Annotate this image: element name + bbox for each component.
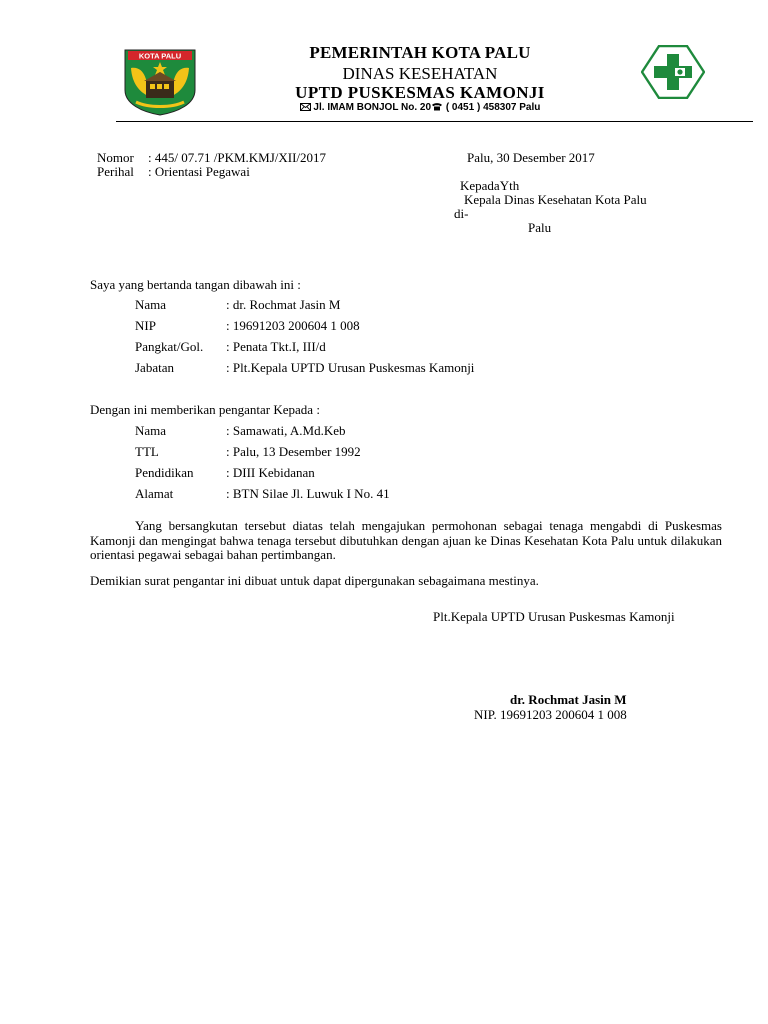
address-street: Jl. IMAM BONJOL No. 20 [313, 102, 432, 113]
envelope-icon [300, 103, 311, 111]
header-institution: UPTD PUSKESMAS KAMONJI [295, 83, 545, 102]
nomor-value: : 445/ 07.71 /PKM.KMJ/XII/2017 [148, 150, 327, 165]
signature-title: Plt.Kepala UPTD Urusan Puskesmas Kamonji [433, 609, 675, 624]
header-address [230, 102, 610, 113]
signer-field-value: : Plt.Kepala UPTD Urusan Puskesmas Kamonji [226, 360, 475, 375]
logo-text: KOTA PALU [138, 51, 182, 61]
kota-palu-logo [122, 46, 198, 116]
recipient-at: di- [454, 206, 469, 221]
signature-name: dr. Rochmat Jasin M [510, 692, 627, 707]
subject-field-label: TTL [135, 444, 159, 459]
body-paragraph [90, 519, 722, 563]
header-divider [116, 121, 753, 122]
signer-field-value: : 19691203 200604 1 008 [226, 318, 360, 333]
nomor-label: Nomor [97, 150, 134, 165]
body-paragraph-text: Yang bersangkutan tersebut diatas telah mengajukan permohonan sebagai tenaga mengabdi di Puskesmas Kamonji dan mengingat bahwa tenaga tersebut dibutuhkan dengan ajuan ke Dinas Kesehatan Kota Palu untuk dilakukan orientasi pegawai sebagai bahan pertimbangan. [90, 518, 722, 562]
recipient-salutation: KepadaYth [460, 178, 520, 193]
letter-date: Palu, 30 Desember 2017 [467, 150, 595, 165]
signer-field-value: : Penata Tkt.I, III/d [226, 339, 326, 354]
subject-field-value: : Samawati, A.Md.Keb [226, 423, 346, 438]
subject-field-value: : Palu, 13 Desember 1992 [226, 444, 361, 459]
signer-field-label: Pangkat/Gol. [135, 339, 204, 354]
signer-field-value: : dr. Rochmat Jasin M [226, 297, 341, 312]
signer-field-label: Jabatan [135, 360, 174, 375]
signature-nip: NIP. 19691203 200604 1 008 [474, 707, 627, 722]
header-department: DINAS KESEHATAN [342, 64, 498, 83]
subject-field-value: : BTN Silae Jl. Luwuk I No. 41 [226, 486, 390, 501]
perihal-label: Perihal [97, 164, 134, 179]
signer-intro: Saya yang bertanda tangan dibawah ini : [90, 277, 301, 292]
recipient-city: Palu [528, 220, 552, 235]
phone-icon [431, 102, 443, 111]
perihal-value: : Orientasi Pegawai [148, 164, 250, 179]
subject-intro: Dengan ini memberikan pengantar Kepada : [90, 402, 320, 417]
puskesmas-logo [641, 45, 705, 99]
subject-field-value: : DIII Kebidanan [226, 465, 315, 480]
header-government: PEMERINTAH KOTA PALU [309, 43, 531, 62]
signer-field-label: NIP [135, 318, 156, 333]
address-phone: ( 0451 ) 458307 Palu [445, 102, 541, 113]
signer-field-label: Nama [135, 297, 167, 312]
subject-field-label: Pendidikan [135, 465, 194, 480]
recipient-name: Kepala Dinas Kesehatan Kota Palu [464, 192, 647, 207]
closing-statement: Demikian surat pengantar ini dibuat untuk dapat dipergunakan sebagaimana mestinya. [90, 573, 539, 588]
subject-field-label: Nama [135, 423, 167, 438]
subject-field-label: Alamat [135, 486, 174, 501]
